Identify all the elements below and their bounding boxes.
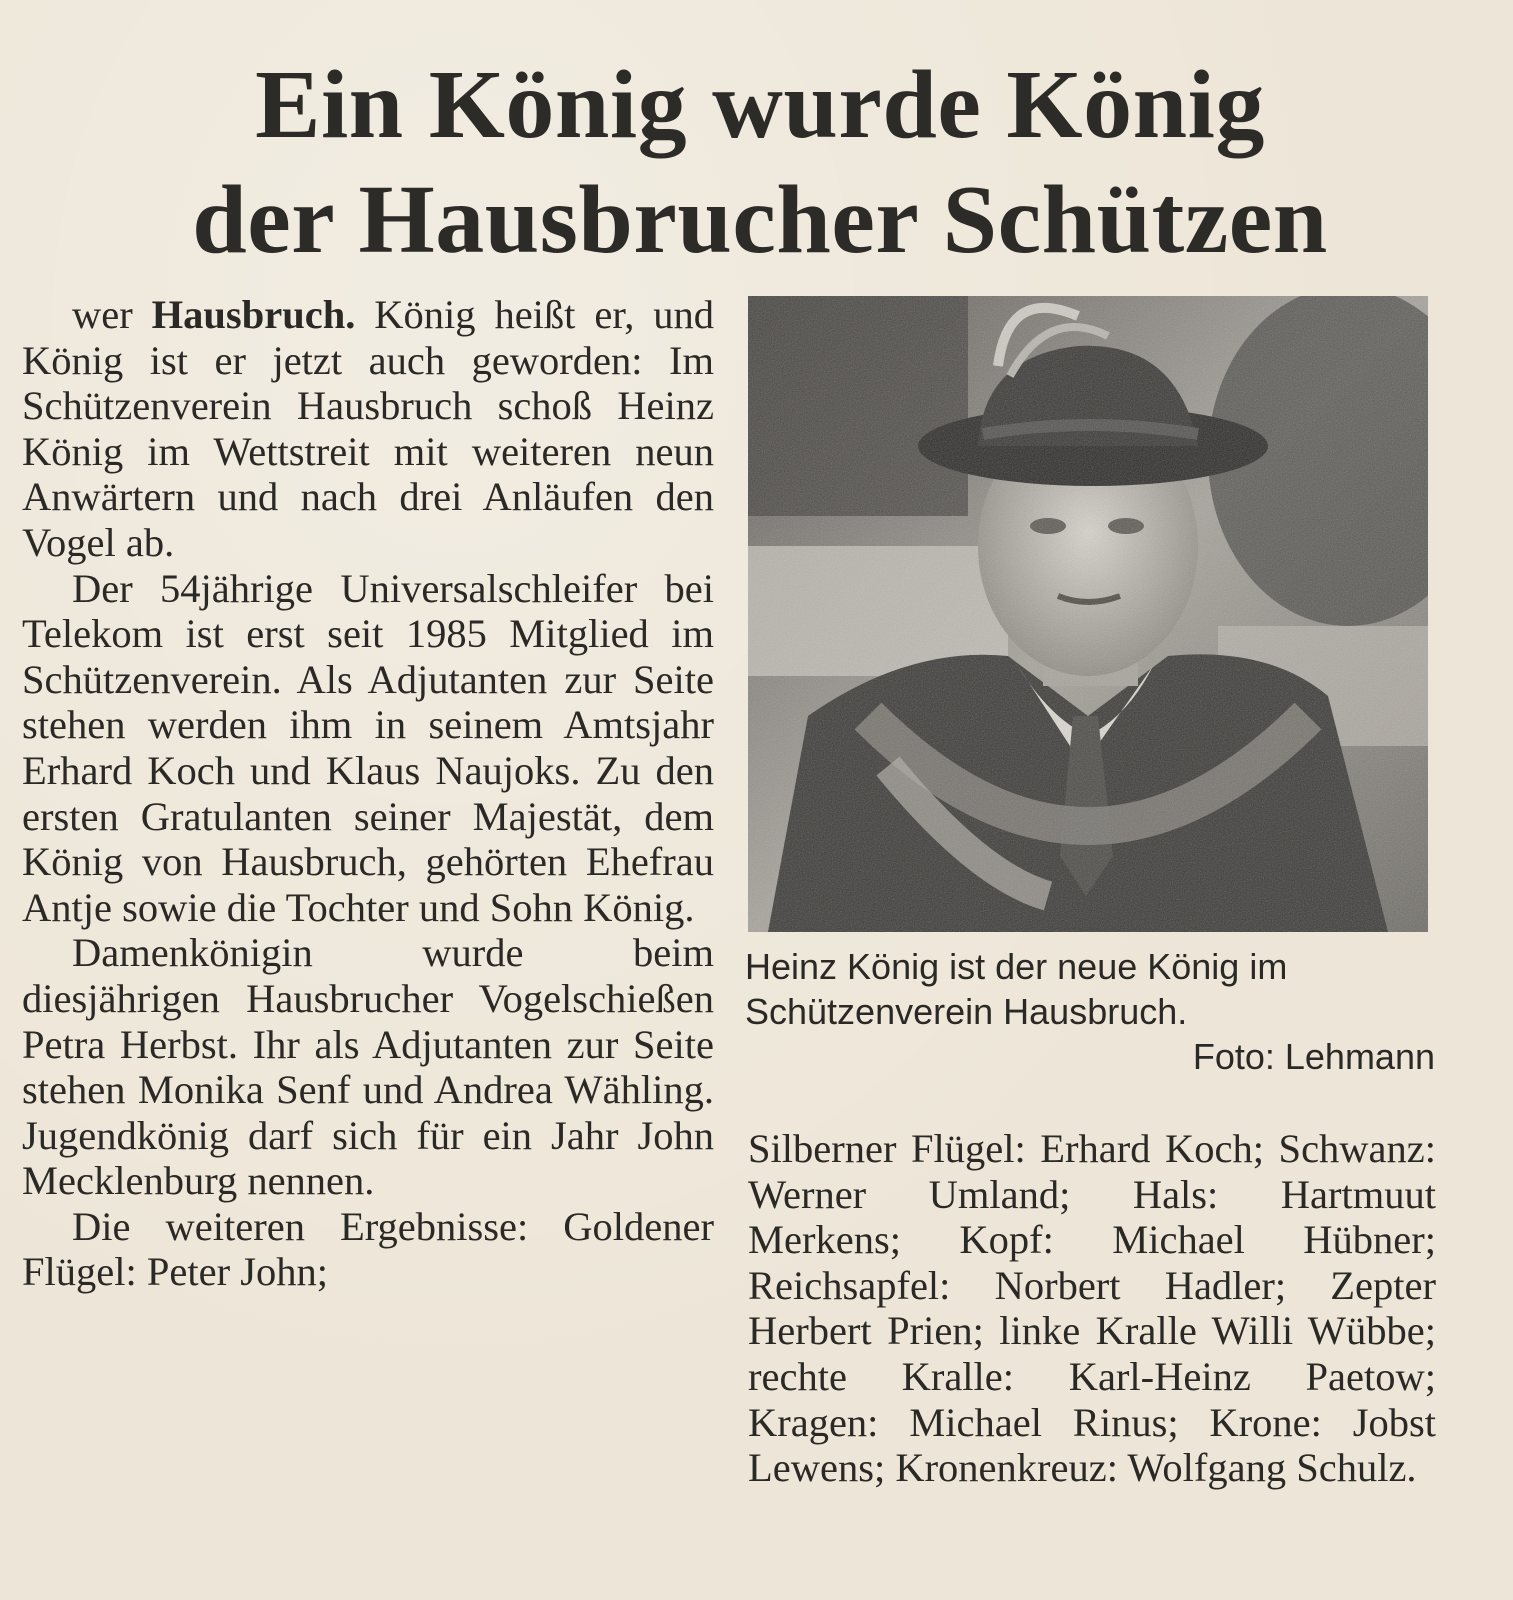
cut-off-next-text <box>150 1588 1250 1600</box>
cut-off-previous-headline <box>380 0 1380 8</box>
headline-line-2: der Hausbrucher Schützen <box>192 166 1328 274</box>
caption-text: Heinz König ist der neue König im Schützenverein Hausbruch. <box>745 946 1288 1032</box>
results-continuation: Silberner Flügel: Erhard Koch; Schwanz: Werner Umland; Hals: Hartmuut Merkens; Kopf: Michael Hübner; Reichsapfel: Norbert Hadler; Zepter Herbert Prien; linke Kralle Willi Wübbe; rechte Kralle: Karl-Heinz Paetow; Kragen: Michael Rinus; Krone: Jobst Lewens; Kronenkreuz: Wolfgang Schulz. <box>748 1126 1436 1491</box>
portrait-photo <box>748 296 1428 932</box>
dateline: Hausbruch. <box>151 292 356 337</box>
portrait-illustration <box>748 296 1428 932</box>
lead-text: König heißt er, und König ist er jetzt auch geworden: Im Schützenverein Hausbruch schoß Heinz König im Wettstreit mit weiteren neun Anwärtern und nach drei Anläufen den Vogel ab. <box>22 292 715 565</box>
article-column-left <box>22 292 714 1295</box>
headline-line-1: Ein König wurde König <box>255 51 1265 159</box>
paragraph-2: Der 54jährige Universalschleifer bei Telekom ist erst seit 1985 Mitglied im Schützenverein. Als Adjutanten zur Seite stehen werden ihm in seinem Amtsjahr Erhard Koch und Klaus Naujoks. Zu den ersten Gratulanten seiner Majestät, dem König von Hausbruch, gehörten Ehefrau Antje sowie die Tochter und Sohn König. <box>22 565 714 930</box>
paragraph-4: Die weiteren Ergebnisse: Goldener Flügel: Peter John; <box>22 1203 714 1295</box>
paragraph-3: Damenkönigin wurde beim diesjährigen Hausbrucher Vogelschießen Petra Herbst. Ihr als Adjutanten zur Seite stehen Monika Senf und Andrea Wähling. Jugendkönig darf sich für ein Jahr John Mecklenburg nennen. <box>22 930 714 1204</box>
headline <box>40 48 1480 278</box>
photo-credit: Foto: Lehmann <box>1192 1036 1435 1077</box>
photo-caption <box>745 944 1435 1079</box>
lead-paragraph <box>22 292 714 566</box>
article-column-right <box>748 1126 1436 1491</box>
lead-prefix: wer <box>72 292 133 337</box>
